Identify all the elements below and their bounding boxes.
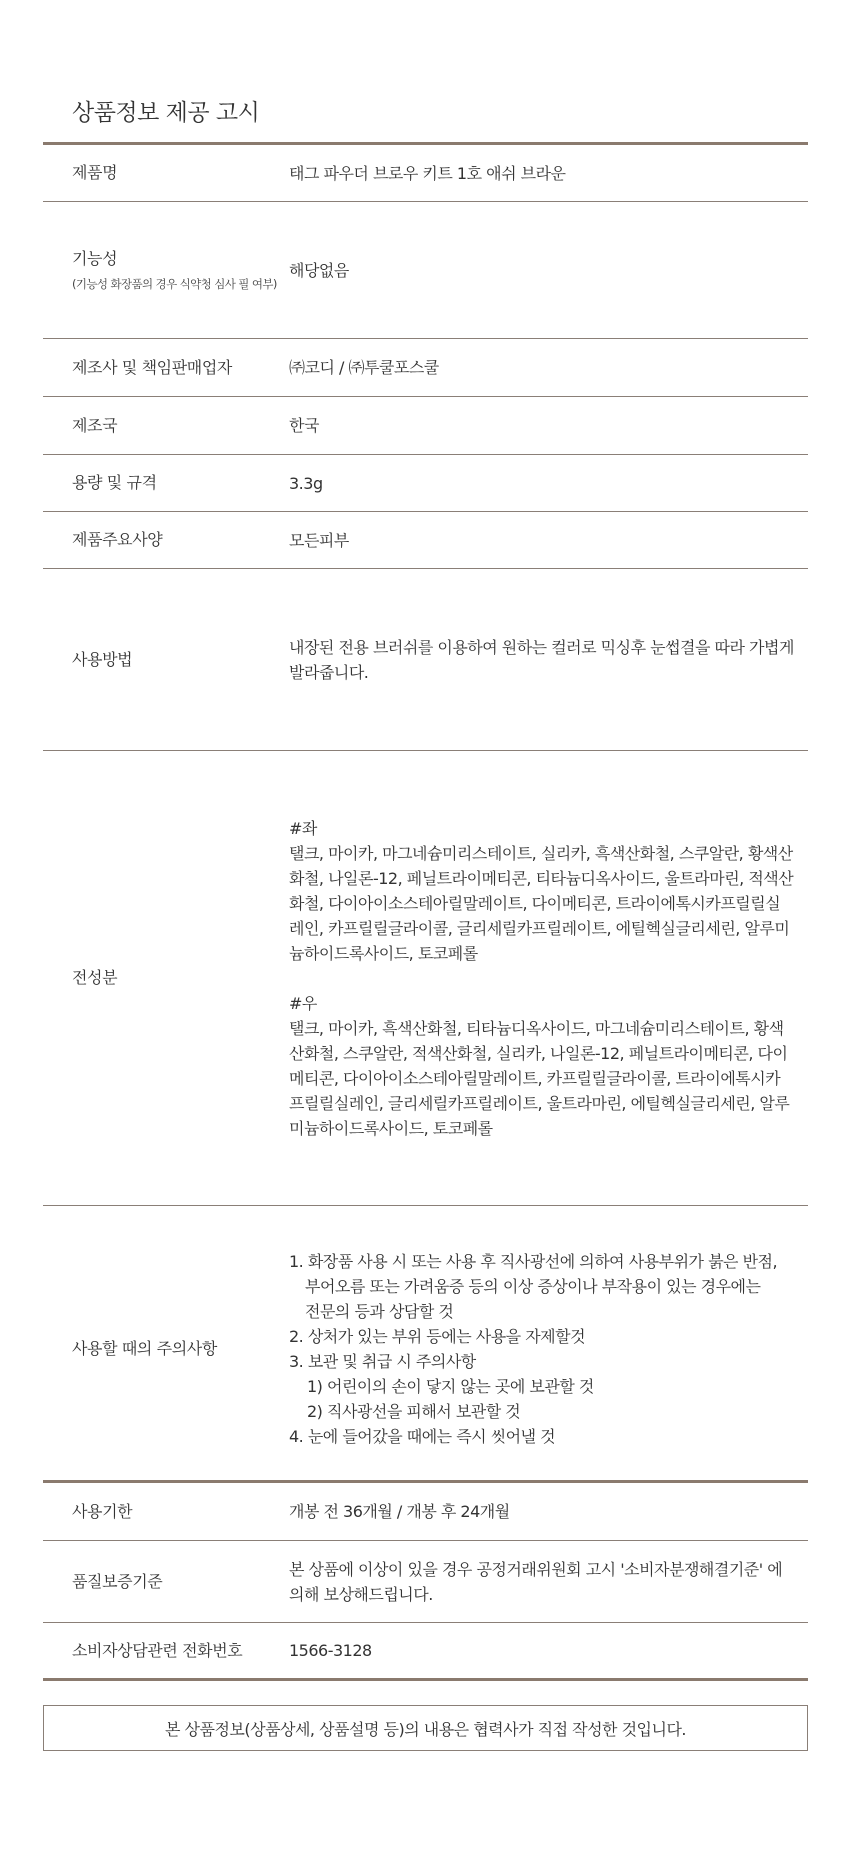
page-title: 상품정보 제공 고시 (72, 100, 260, 126)
row-label: 용량 및 규격 (72, 473, 157, 492)
row-capacity (43, 455, 808, 512)
product-info-table (43, 142, 808, 1491)
row-label: 기능성 (72, 248, 118, 268)
caution-list (289, 1249, 794, 1449)
row-functionality (43, 202, 808, 339)
ingredients-value (289, 816, 808, 1141)
row-value: 모든피부 (289, 530, 349, 550)
caution-item: 2. 상처가 있는 부위 등에는 사용을 자제할것 (289, 1326, 586, 1346)
row-sublabel: (기능성 화장품의 경우 식약청 심사 필 여부) (72, 276, 277, 291)
row-value: ㈜코디 / ㈜투쿨포스쿨 (289, 358, 439, 377)
row-value: 태그 파우더 브로우 키트 1호 애쉬 브라운 (289, 163, 566, 183)
row-label: 소비자상담관련 전화번호 (72, 1640, 243, 1660)
row-value: 한국 (289, 416, 319, 435)
row-label: 사용할 때의 주의사항 (72, 1338, 217, 1358)
row-value: 1566-3128 (289, 1641, 372, 1660)
row-product-name (43, 145, 808, 202)
caution-item: 부어오름 또는 가려움증 등의 이상 증상이나 부작용이 있는 경우에는 (305, 1276, 761, 1296)
row-specs (43, 512, 808, 569)
row-usage (43, 569, 808, 751)
caution-item: 2) 직사광선을 피해서 보관할 것 (307, 1401, 521, 1421)
row-value: 개봉 전 36개월 / 개봉 후 24개월 (289, 1502, 510, 1521)
ingredients-right (289, 991, 794, 1141)
row-label: 제조사 및 책임판매업자 (72, 357, 232, 377)
row-label: 제품주요사양 (72, 530, 163, 549)
caution-value (289, 1249, 808, 1449)
row-phone (43, 1623, 808, 1678)
row-ingredients (43, 751, 808, 1206)
row-label: 사용기한 (72, 1501, 133, 1521)
row-value: 해당없음 (289, 260, 349, 280)
row-label-group (43, 247, 289, 294)
caution-item: 1) 어린이의 손이 닿지 않는 곳에 보관할 것 (307, 1376, 594, 1396)
ingredients-left-text: 탤크, 마이카, 마그네슘미리스테이트, 실리카, 흑색산화철, 스쿠알란, 황색산화철, 나일론-12, 페닐트라이메티콘, 티타늄디옥사이드, 울트라마린, 적색산화철, 다이아이소스테아릴말레이트, 다이메티콘, 트라이에톡시카프릴릴실레인, 카프릴릴글라이콜, 글리세릴카프릴레이트, 에틸헥실글리세린, 알루미늄하이드록사이드, 토코페롤 (289, 843, 794, 963)
caution-item: 1. 화장품 사용 시 또는 사용 후 직사광선에 의하여 사용부위가 붉은 반점, (289, 1251, 778, 1271)
row-quality (43, 1541, 808, 1623)
partner-notice: 본 상품정보(상품상세, 상품설명 등)의 내용은 협력사가 직접 작성한 것입니다. (43, 1705, 808, 1751)
caution-item: 4. 눈에 들어갔을 때에는 즉시 씻어낼 것 (289, 1426, 556, 1446)
caution-item: 전문의 등과 상담할 것 (305, 1301, 454, 1321)
row-label: 사용방법 (72, 649, 133, 669)
row-label: 제품명 (72, 163, 118, 182)
ingredients-right-heading: #우 (289, 993, 317, 1013)
row-manufacturer (43, 339, 808, 397)
row-caution (43, 1206, 808, 1491)
ingredients-left (289, 816, 794, 966)
row-label: 제조국 (72, 415, 118, 435)
row-country (43, 397, 808, 455)
row-label: 품질보증기준 (72, 1571, 163, 1591)
service-info-table (43, 1480, 808, 1681)
row-label: 전성분 (72, 968, 118, 987)
row-expiry (43, 1483, 808, 1541)
ingredients-right-text: 탤크, 마이카, 흑색산화철, 티타늄디옥사이드, 마그네슘미리스테이트, 황색산화철, 스쿠알란, 적색산화철, 실리카, 나일론-12, 페닐트라이메티콘, 다이메티콘, 다이아이소스테아릴말레이트, 카프릴릴글라이콜, 트라이에톡시카프릴릴실레인, 글리세릴카프릴레이트, 울트라마린, 에틸헥실글리세린, 알루미늄하이드록사이드, 토코페롤 (289, 1018, 790, 1138)
ingredients-left-heading: #좌 (289, 818, 317, 838)
row-value: 3.3g (289, 473, 323, 493)
row-value: 본 상품에 이상이 있을 경우 공정거래위원회 고시 '소비자분쟁해결기준' 에 의해 보상해드립니다. (289, 1559, 783, 1604)
row-value: 내장된 전용 브러쉬를 이용하여 원하는 컬러로 믹싱후 눈썹결을 따라 가볍게 발라줍니다. (289, 637, 794, 682)
caution-item: 3. 보관 및 취급 시 주의사항 (289, 1351, 476, 1371)
